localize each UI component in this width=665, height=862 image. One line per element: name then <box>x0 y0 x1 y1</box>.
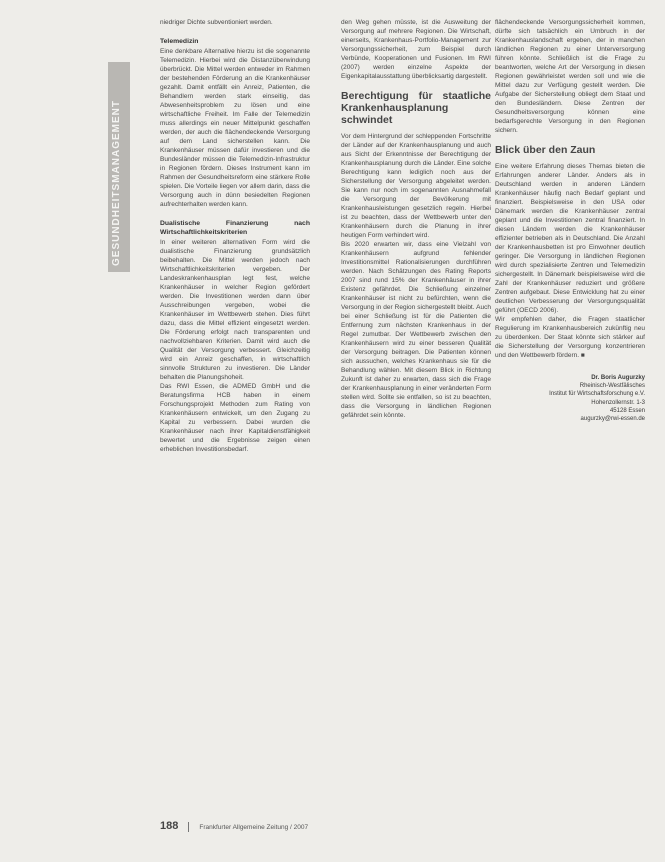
paragraph: flächendeckende Versorgungssicherheit kommen, dürfte sich tatsächlich ein Umbruch in der Krankenhauslandschaft ergeben, der in manchen ländlichen Regionen zu einer Unterversorgung führen könnte. Schließlich ist die Frage zu beantworten, welche Art der Versorgung in diesen Regionen gewährleistet werden soll und wie die Mittel dazu zur Verfügung gestellt werden. Die Aufgabe der Sicherstellung obliegt dem Staat und den Bundesländern. Diese Zentren der Gesundheitsversorgung können eine bedarfsgerechte Versorgung in den Regionen sichern. <box>495 19 645 134</box>
section-tab-label: GESUNDHEITSMANAGEMENT <box>111 99 122 266</box>
paragraph: Vor dem Hintergrund der schleppenden Fortschritte der Länder auf der Krankenhausplanung und auch aus Sicht der Erkenntnisse der Berechtigung der Krankenhausplanung durch die Länder. Eine solche Berechtigung kann lediglich noch aus der Sicherstellung der Versorgung abgeleitet werden. Sie kann nur noch im sogenannten Ausnahmefall die Versorgung der Bevölkerung mit Krankenhausleistungen gesetzlich regeln. Hierbei ist zu beachten, dass der Wettbewerb unter den Krankenhäusern durch die Planung in ihrer heutigen Form verhindert wird. <box>341 133 491 239</box>
subheading: Dualistische Finanzierung nach Wirtschaftlichkeitskriterien <box>160 220 310 236</box>
subheading: Telemedizin <box>160 38 199 45</box>
footer-divider <box>188 822 189 832</box>
paragraph: niedriger Dichte subventioniert werden. <box>160 19 273 26</box>
paragraph: Eine denkbare Alternative hierzu ist die sogenannte Telemedizin. Hierbei wird die Distanzüberwindung überbrückt. Die Mittel werden entweder im Rahmen der bestehenden Förderung an die Krankenhäuser gezahlt. Damit entfällt ein Anreiz, Patienten, die Behandlern werden stark einseitig, das Abwesenheitsproblem zu lösen und eine wirtschaftliche Freiheit. Im Falle der Telemedizin muss allerdings ein neuer Mittelpunkt geschaffen werden, der auch die flächendeckende Versorgung auf dem Land sicherstellen kann. Die Krankenhäuser müssen dafür investieren und die Bundesländer müssen die Telemedizin-Infrastruktur in Regionen fördern. Dieses Instrument kann im Rahmen der Gesundheitsreform eine stärkere Rolle spielen. Die Vorteile liegen vor allem darin, dass die Versorgung auch in dünn besiedelten Regionen aufrechterhalten werden kann. <box>160 48 310 208</box>
paragraph: Bis 2020 erwarten wir, dass eine Vielzahl von Krankenhäusern aufgrund fehlender Investitionsmittel Rationalisierungen durchführen werden. Nach Schätzungen des Rating Reports 2007 sind rund 15% der Krankenhäuser in ihrer Existenz gefährdet. Die Schließung einzelner Krankenhäuser ist nicht zu befürchten, wenn die Versorgung in der Region sichergestellt bleibt. Auch bei einer Schließung ist für die Patienten die Entfernung zum nächsten Krankenhaus in der Regel zumutbar. Der Wettbewerb zwischen den Krankenhäusern wird zu einer besseren Qualität der Versorgung beitragen. Die Patienten können sich aussuchen, welches Krankenhaus sie für die Behandlung wählen. Mit diesem Blick in Richtung Zukunft ist daher zu erwarten, dass sich die Frage der Krankenhausplanung in einer veränderten Form stellen wird. Sollte sie entfallen, so ist zu beachten, dass die Versorgung in ländlichen Regionen gefährdet sein könnte. <box>341 241 491 419</box>
left-margin <box>0 0 128 862</box>
paragraph: den Weg gehen müsste, ist die Ausweitung der Versorgung auf mehrere Regionen. Die Wirtschaft, einerseits, Krankenhaus-Portfolio-Management zur Versorgungssicherheit, zum Beispiel durch Verbünde, Kooperationen und Fusionen. Im RWI (2007) werden einzelne Aspekte der Eigenkapitalausstattung überblicksartig dargestellt. <box>341 19 491 80</box>
paragraph: Das RWI Essen, die ADMED GmbH und die Beratungsfirma HCB haben in einem Forschungsprojekt Methoden zum Rating von Krankenhäusern entwickelt, um den Zugang zu Kapital zu verbessern. Dabei wurden die Krankenhäuser nach ihrer Kapitaldienstfähigkeit bewertet und die Ergebnisse zeigen einen erheblichen Investitionsbedarf. <box>160 383 310 453</box>
section-heading: Blick über den Zaun <box>495 144 596 156</box>
column-3 <box>495 18 645 423</box>
author-signature <box>495 374 645 423</box>
paragraph: In einer weiteren alternativen Form wird die dualistische Finanzierung grundsätzlich beibehalten. Die Mittel werden jedoch nach Wirtschaftlichkeitskriterien vergeben. Der Landeskrankenhausplan legt fest, welche Krankenhäuser in welcher Region gefördert werden. Die Investitionen werden dann über Ausschreibungen vergeben, wobei die Krankenhäuser im Wettbewerb stehen. Dies führt dazu, dass die Mittel effizient eingesetzt werden. Die Förderung erfolgt nach transparenten und nachvollziehbaren Kriterien. Damit wird auch die Qualität der Versorgung verbessert. Gleichzeitig wird ein Anreiz geschaffen, in wirtschaftlich sinnvolle Strukturen zu investieren. Die Länder behalten die Planungshoheit. <box>160 239 310 381</box>
page-footer <box>160 820 308 832</box>
column-2 <box>341 18 491 420</box>
page-number: 188 <box>160 820 179 832</box>
author-address: 45128 Essen <box>609 407 645 414</box>
column-1 <box>160 18 310 454</box>
paragraph: Wir empfehlen daher, die Fragen staatlicher Regulierung im Krankenhausbereich zukünftig neu zu überdenken. Der Staat könnte sich stärker auf die Sicherstellung der Versorgung konzentrieren und den Wettbewerb fördern. ■ <box>495 316 645 359</box>
author-address: Hohenzollernstr. 1-3 <box>591 399 645 406</box>
magazine-name: Frankfurter Allgemeine Zeitung / 2007 <box>199 824 309 831</box>
author-email: augurzky@rwi-essen.de <box>580 416 645 423</box>
author-affiliation: Institut für Wirtschaftsforschung e.V. <box>549 391 645 398</box>
author-name: Dr. Boris Augurzky <box>591 375 645 381</box>
author-affiliation: Rheinisch-Westfälisches <box>579 383 645 390</box>
section-heading: Berechtigung für staatliche Krankenhausplanung schwindet <box>341 90 491 126</box>
paragraph: Eine weitere Erfahrung dieses Themas bieten die Erfahrungen anderer Länder. Anders als in Deutschland werden in anderen Ländern Krankenhäuser häufig nach Bedarf geplant und finanziert. Beispielsweise in den USA oder Dänemark werden die Krankenhäuser zentral geplant und die Investitionen zentral finanziert. In diesen Ländern werden die Krankenhäuser effizienter betrieben als in Deutschland. Die Anzahl der Krankenhausbetten ist pro Einwohner deutlich geringer. Die Versorgung in ländlichen Regionen wird durch spezialisierte Zentren und Telemedizin sichergestellt. In Dänemark beispielsweise wird die Zahl der Krankenhäuser reduziert und größere Zentren aufgebaut. Diese Entwicklung hat zu einer deutlichen Verbesserung der Versorgungsqualität geführt (OECD 2006). <box>495 163 645 314</box>
